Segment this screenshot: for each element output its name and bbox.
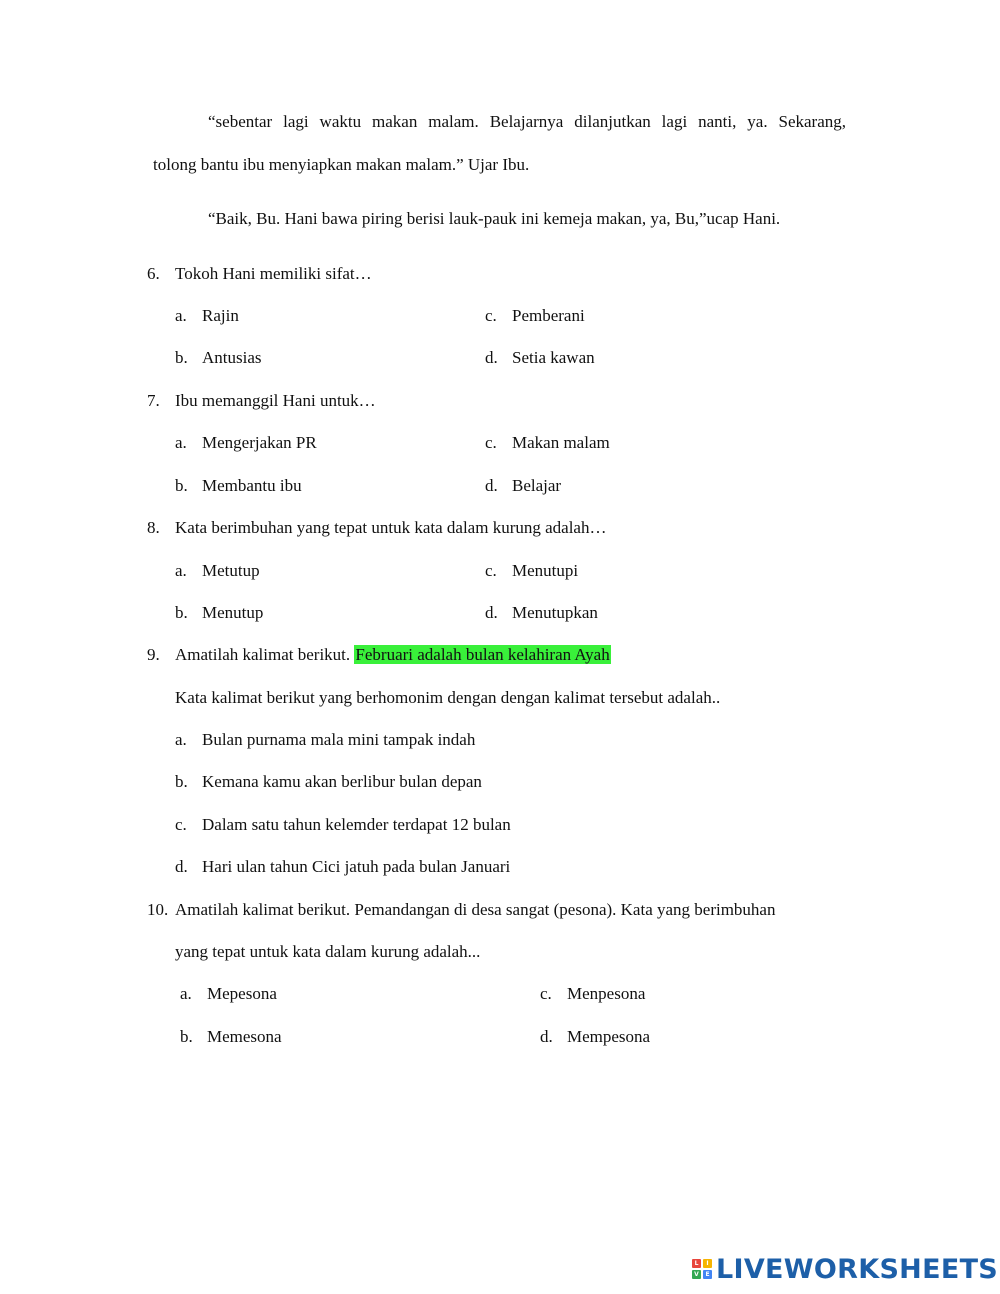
q6-option-a-letter: a. [175, 306, 187, 325]
q6-option-d-text[interactable]: Setia kawan [512, 348, 595, 367]
q8-option-c-letter: c. [485, 561, 497, 580]
logo-tile-l: L [692, 1259, 701, 1268]
q9-option-d-text[interactable]: Hari ulan tahun Cici jatuh pada bulan Januari [202, 857, 511, 876]
q7-option-a-text[interactable]: Mengerjakan PR [202, 433, 317, 452]
q10-option-a-letter: a. [180, 984, 192, 1003]
question-9-line [175, 645, 611, 665]
q8-option-a-text[interactable]: Metutup [202, 561, 260, 580]
q7-option-d-letter: d. [485, 476, 498, 495]
q10-option-c-letter: c. [540, 984, 552, 1003]
logo-text: LIVEWORKSHEETS [716, 1253, 999, 1285]
q7-option-c-letter: c. [485, 433, 497, 452]
q6-option-a-text[interactable]: Rajin [202, 306, 239, 325]
q7-option-a-letter: a. [175, 433, 187, 452]
highlighted-sentence: Februari adalah bulan kelahiran Ayah [355, 645, 610, 664]
q6-option-c-text[interactable]: Pemberani [512, 306, 585, 325]
q9-option-b-text[interactable]: Kemana kamu akan berlibur bulan depan [202, 772, 482, 791]
q8-option-d-letter: d. [485, 603, 498, 622]
q10-option-d-letter: d. [540, 1027, 553, 1046]
q10-option-c-text[interactable]: Menpesona [567, 984, 646, 1003]
q10-option-a-text[interactable]: Mepesona [207, 984, 277, 1003]
q8-option-b-letter: b. [175, 603, 188, 622]
passage-line-3: “Baik, Bu. Hani bawa piring berisi lauk-pauk ini kemeja makan, ya, Bu,”ucap Hani. [208, 209, 781, 228]
question-6-number: 6. [147, 264, 160, 283]
passage-line-1: “sebentar lagi waktu makan malam. Belajarnya dilanjutkan lagi nanti, ya. Sekarang, [208, 112, 846, 131]
question-9-text: Amatilah kalimat berikut. [175, 645, 351, 664]
q9-option-a-letter: a. [175, 730, 187, 749]
q9-option-a-text[interactable]: Bulan purnama mala mini tampak indah [202, 730, 476, 749]
question-9-subtext: Kata kalimat berikut yang berhomonim dengan dengan kalimat tersebut adalah.. [175, 688, 721, 707]
logo-tiles-icon [692, 1259, 712, 1279]
q8-option-b-text[interactable]: Menutup [202, 603, 264, 622]
q9-option-c-letter: c. [175, 815, 187, 834]
q8-option-a-letter: a. [175, 561, 187, 580]
question-6-text: Tokoh Hani memiliki sifat… [175, 264, 372, 283]
q10-option-b-text[interactable]: Memesona [207, 1027, 282, 1046]
q6-option-c-letter: c. [485, 306, 497, 325]
question-10-number: 10. [147, 900, 169, 919]
passage-line-2: tolong bantu ibu menyiapkan makan malam.” Ujar Ibu. [153, 155, 530, 174]
q8-option-d-text[interactable]: Menutupkan [512, 603, 598, 622]
question-9-number: 9. [147, 645, 160, 664]
q10-option-d-text[interactable]: Mempesona [567, 1027, 651, 1046]
question-10-text-continued: yang tepat untuk kata dalam kurung adalah... [175, 942, 481, 961]
q7-option-d-text[interactable]: Belajar [512, 476, 562, 495]
logo-tile-e: E [703, 1270, 712, 1279]
q8-option-c-text[interactable]: Menutupi [512, 561, 579, 580]
q6-option-b-letter: b. [175, 348, 188, 367]
q6-option-d-letter: d. [485, 348, 498, 367]
q6-option-b-text[interactable]: Antusias [202, 348, 262, 367]
question-7-text: Ibu memanggil Hani untuk… [175, 391, 376, 410]
q9-option-b-letter: b. [175, 772, 188, 791]
q7-option-b-letter: b. [175, 476, 188, 495]
logo-tile-v: V [692, 1270, 701, 1279]
logo-tile-i: I [703, 1259, 712, 1268]
q10-option-b-letter: b. [180, 1027, 193, 1046]
q9-option-d-letter: d. [175, 857, 188, 876]
liveworksheets-logo [692, 1252, 998, 1286]
question-8-number: 8. [147, 518, 160, 537]
q7-option-c-text[interactable]: Makan malam [512, 433, 610, 452]
q9-option-c-text[interactable]: Dalam satu tahun kelemder terdapat 12 bulan [202, 815, 511, 834]
q7-option-b-text[interactable]: Membantu ibu [202, 476, 302, 495]
question-7-number: 7. [147, 391, 160, 410]
question-10-text: Amatilah kalimat berikut. Pemandangan di desa sangat (pesona). Kata yang berimbuhan [175, 900, 776, 919]
question-8-text: Kata berimbuhan yang tepat untuk kata dalam kurung adalah… [175, 518, 607, 537]
